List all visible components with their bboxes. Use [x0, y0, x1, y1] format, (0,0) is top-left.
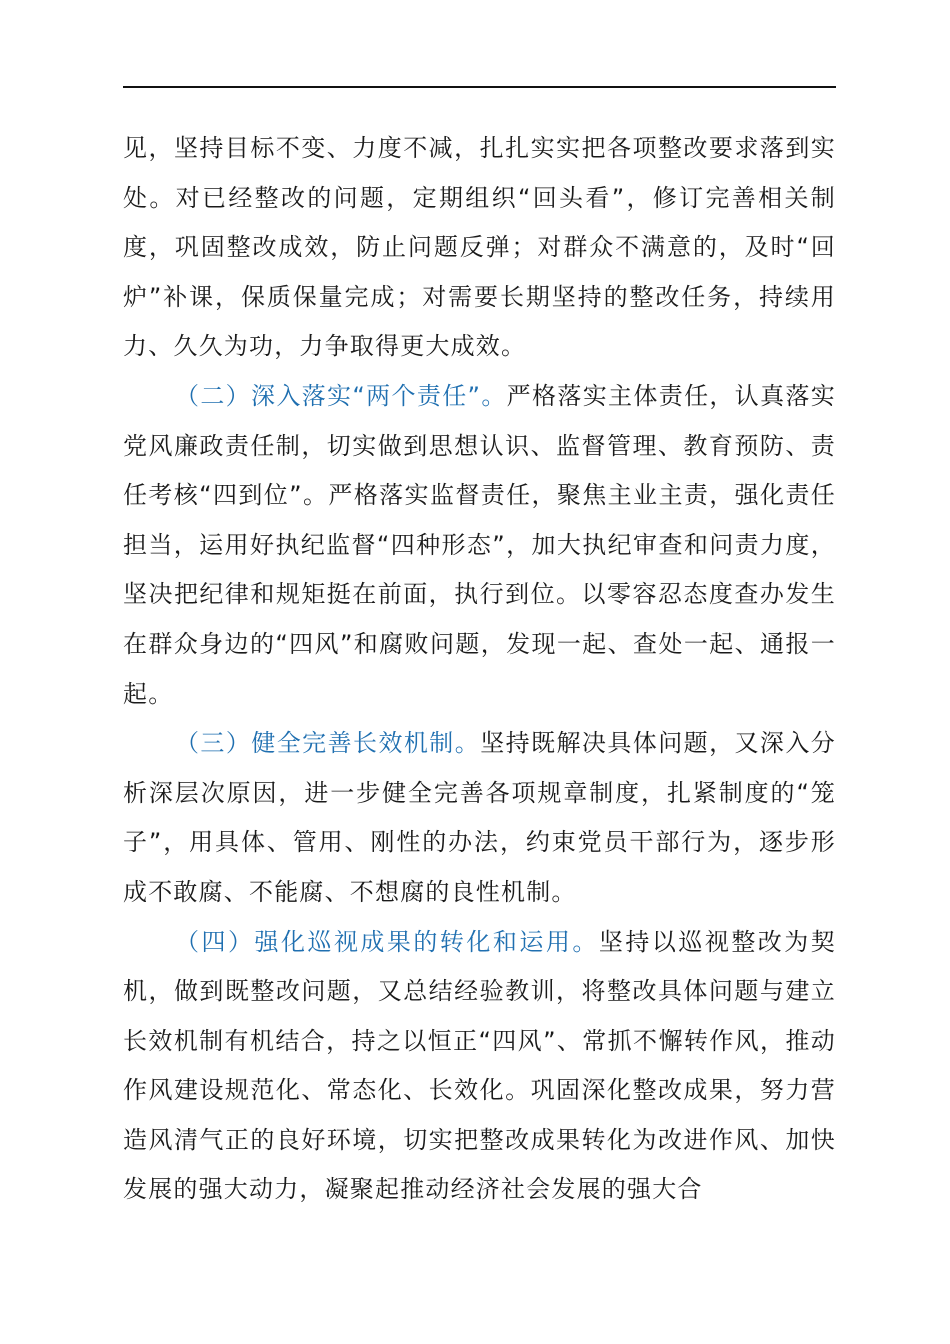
- paragraph-4-text: 坚持以巡视整改为契机，做到既整改问题，又总结经验教训，将整改具体问题与建立长效机制有机结合，持之以恒正“四风”、常抓不懈转作风，推动作风建设规范化、常态化、长效化。巩固深化整改成果，努力营造风清气正的良好环境，切实把整改成果转化为改进作风、加快发展的强大动力，凝聚起推动经济社会发展的强大合: [123, 927, 836, 1204]
- section-heading-2: （二）深入落实“两个责任”。: [175, 381, 507, 410]
- section-heading-4: （四）强化巡视成果的转化和运用。: [175, 927, 599, 956]
- paragraph-4: [123, 918, 836, 1216]
- paragraph-3-text: 坚持既解决具体问题，又深入分析深层次原因，进一步健全完善各项规章制度，扎紧制度的“笼子”，用具体、管用、刚性的办法，约束党员干部行为，逐步形成不敢腐、不能腐、不想腐的良性机制。: [123, 729, 836, 906]
- paragraph-2-text: 严格落实主体责任，认真落实党风廉政责任制，切实做到思想认识、监督管理、教育预防、责任考核“四到位”。严格落实监督责任，聚焦主业主责，强化责任担当，运用好执纪监督“四种形态”，加大执纪审查和问责力度，坚决把纪律和规矩挺在前面，执行到位。以零容忍态度查办发生在群众身边的“四风”和腐败问题，发现一起、查处一起、通报一起。: [123, 381, 836, 708]
- document-body: [123, 124, 836, 1215]
- paragraph-2: [123, 372, 836, 719]
- paragraph-1-text: 见，坚持目标不变、力度不减，扎扎实实把各项整改要求落到实处。对已经整改的问题，定期组织“回头看”，修订完善相关制度，巩固整改成效，防止问题反弹；对群众不满意的，及时“回炉”补课，保质保量完成；对需要长期坚持的整改任务，持续用力、久久为功，力争取得更大成效。: [123, 134, 836, 361]
- paragraph-3: [123, 719, 836, 917]
- header-rule: [123, 86, 836, 88]
- section-heading-3: （三）健全完善长效机制。: [175, 729, 481, 758]
- paragraph-1: [123, 124, 836, 372]
